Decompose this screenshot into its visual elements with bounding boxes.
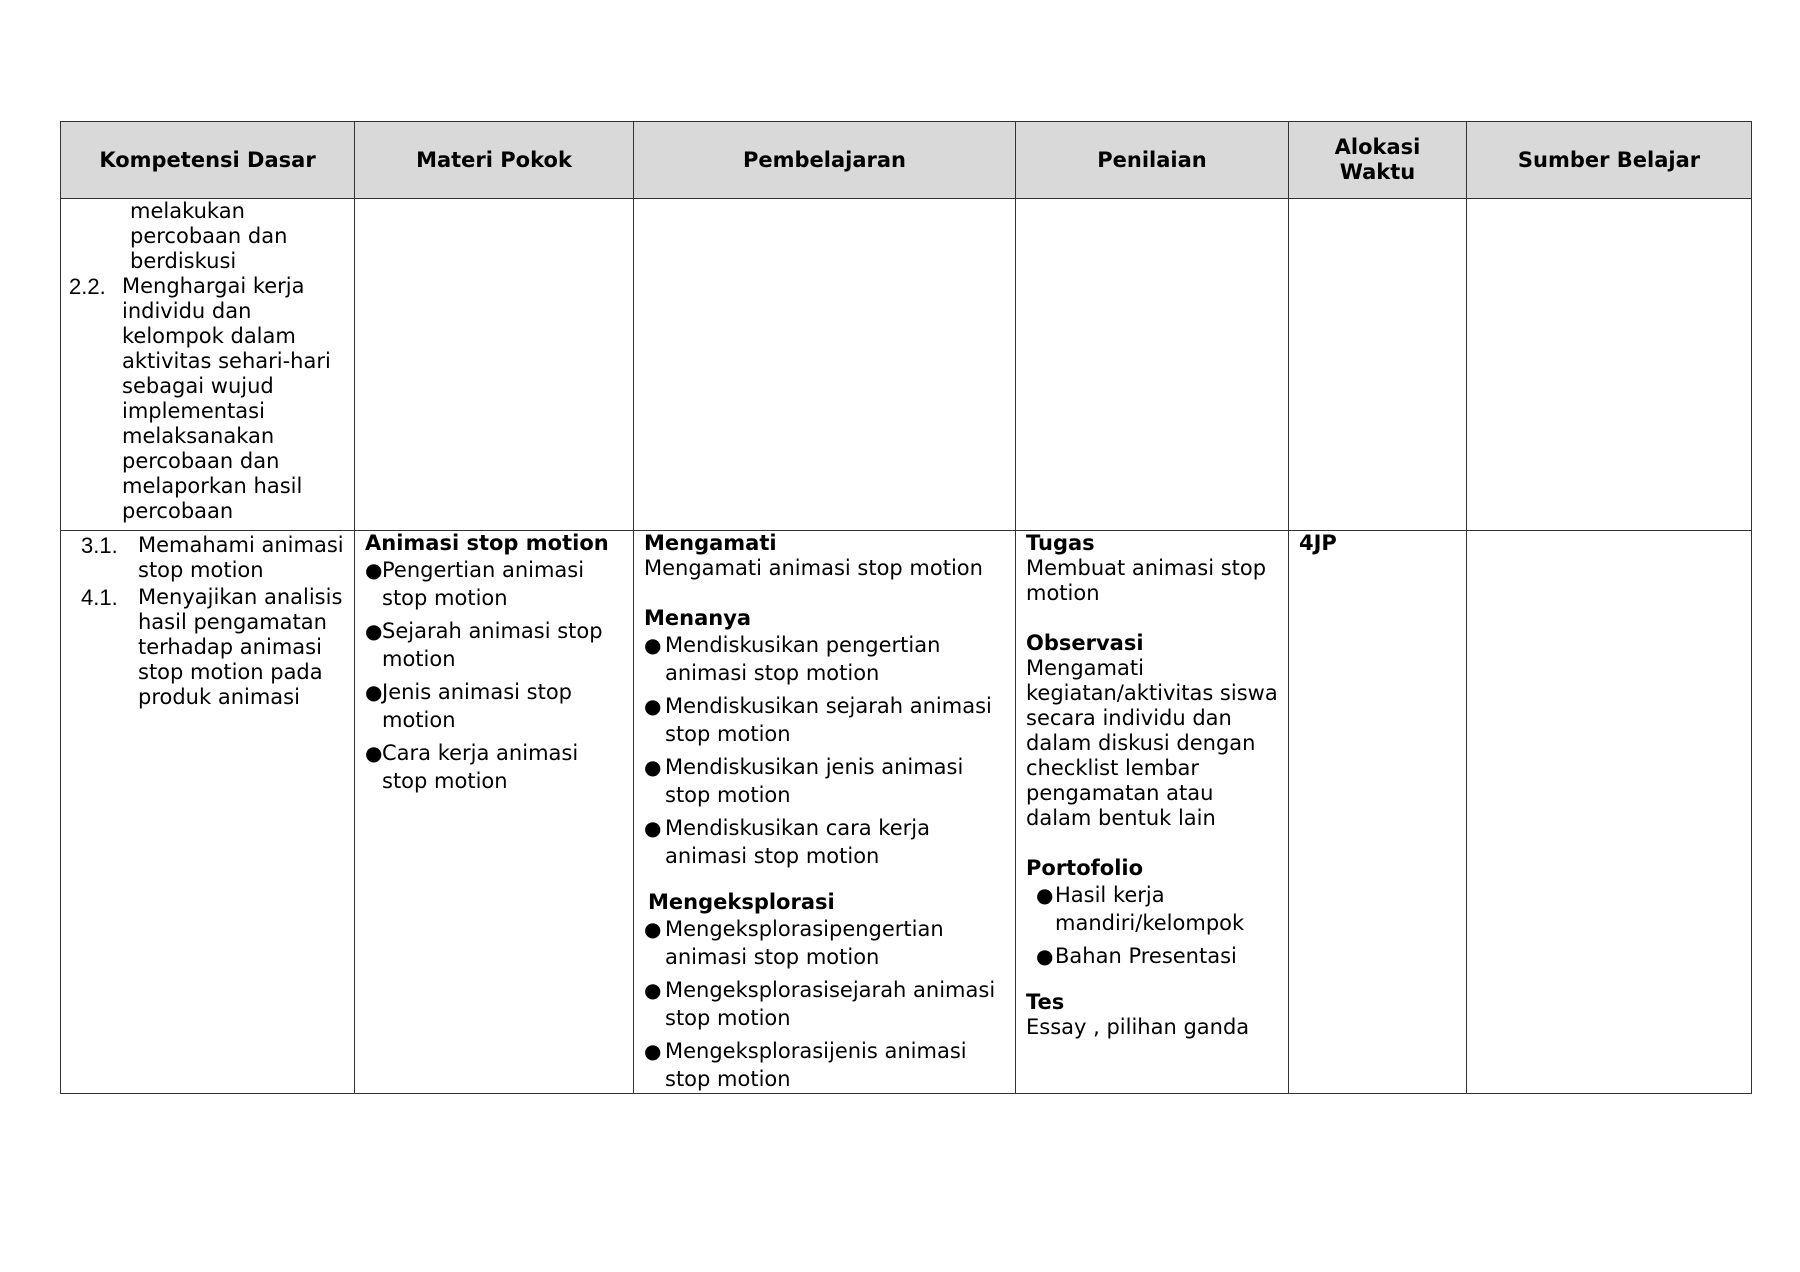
list-item: ● Cara kerja animasi stop motion: [365, 741, 579, 793]
penilaian-cell: [1016, 531, 1289, 1094]
syllabus-table-wrapper: [60, 121, 1751, 1094]
sumber-belajar-cell: [1467, 199, 1752, 531]
header-kompetensi-dasar: Kompetensi Dasar: [61, 122, 355, 199]
portofolio-title: Portofolio: [1026, 856, 1144, 880]
portofolio-list: [1026, 881, 1278, 970]
kd-item: [69, 585, 346, 710]
list-item: ● Bahan Presentasi: [1036, 944, 1237, 968]
kd-item: [69, 274, 346, 524]
kd-cell: [61, 199, 355, 531]
kd-number: 3.1.: [81, 533, 118, 558]
materi-pokok-title: Animasi stop motion: [365, 531, 609, 555]
kd-continuation-text: melakukan percobaan dan berdiskusi: [130, 199, 288, 273]
sumber-belajar-cell: [1467, 531, 1752, 1094]
mengamati-text: Mengamati animasi stop motion: [644, 556, 983, 580]
materi-pokok-list: [365, 556, 623, 795]
kd-cell: [61, 531, 355, 1094]
list-item: ● Pengertian animasi stop motion: [365, 558, 585, 610]
list-item: ● Hasil kerja mandiri/kelompok: [1036, 883, 1245, 935]
alokasi-waktu-value: 4JP: [1299, 531, 1337, 555]
list-item: ● Mendiskusikan cara kerja animasi stop motion: [644, 816, 930, 868]
kd-text: Menghargai kerja individu dan kelompok dalam aktivitas sehari-hari sebagai wujud implementasi melaksanakan percobaan dan melaporkan hasil percobaan: [122, 274, 331, 523]
bullet-icon: ●: [644, 978, 662, 1002]
bullet-icon: ●: [365, 619, 383, 643]
bullet-icon: ●: [1036, 883, 1054, 907]
materi-pokok-cell: [355, 531, 634, 1094]
bullet-icon: ●: [1036, 944, 1054, 968]
tugas-title: Tugas: [1026, 531, 1095, 555]
list-item: ● Mengeksplorasijenis animasi stop motion: [644, 1039, 967, 1091]
alokasi-waktu-cell: [1289, 199, 1467, 531]
observasi-text: Mengamati kegiatan/aktivitas siswa secara individu dan dalam diskusi dengan checklist lembar pengamatan atau dalam bentuk lain: [1026, 656, 1278, 830]
table-row: [61, 199, 1752, 531]
bullet-icon: ●: [365, 680, 383, 704]
mengeksplorasi-title: Mengeksplorasi: [648, 890, 835, 914]
header-alokasi-waktu: Alokasi Waktu: [1289, 122, 1467, 199]
bullet-icon: ●: [644, 633, 662, 657]
list-item: ● Jenis animasi stop motion: [365, 680, 573, 732]
bullet-icon: ●: [365, 558, 383, 582]
mengeksplorasi-list: [644, 915, 1005, 1093]
list-item: ● Mengeksplorasipengertian animasi stop motion: [644, 917, 944, 969]
list-item: ● Mendiskusikan pengertian animasi stop motion: [644, 633, 941, 685]
bullet-icon: ●: [644, 917, 662, 941]
tes-text: Essay , pilihan ganda: [1026, 1015, 1250, 1039]
kd-number: 4.1.: [81, 585, 118, 610]
menanya-list: [644, 631, 1005, 870]
header-pembelajaran: Pembelajaran: [634, 122, 1016, 199]
list-item: ● Sejarah animasi stop motion: [365, 619, 603, 671]
kd-item: [69, 533, 346, 583]
kd-list: [61, 199, 354, 524]
list-item: ● Mendiskusikan jenis animasi stop motion: [644, 755, 964, 807]
pembelajaran-cell: [634, 531, 1016, 1094]
observasi-title: Observasi: [1026, 631, 1144, 655]
penilaian-cell: [1016, 199, 1289, 531]
bullet-icon: ●: [365, 741, 383, 765]
bullet-icon: ●: [644, 694, 662, 718]
pembelajaran-cell: [634, 199, 1016, 531]
mengamati-title: Mengamati: [644, 531, 777, 555]
tes-title: Tes: [1026, 990, 1065, 1014]
table-row: [61, 531, 1752, 1094]
kd-number: 2.2.: [69, 274, 106, 299]
syllabus-table: [60, 121, 1752, 1094]
header-penilaian: Penilaian: [1016, 122, 1289, 199]
bullet-icon: ●: [644, 816, 662, 840]
bullet-icon: ●: [644, 755, 662, 779]
materi-pokok-cell: [355, 199, 634, 531]
kd-list: [61, 531, 354, 710]
header-sumber-belajar: Sumber Belajar: [1467, 122, 1752, 199]
kd-text: Menyajikan analisis hasil pengamatan terhadap animasi stop motion pada produk animasi: [138, 585, 343, 709]
list-item: ● Mendiskusikan sejarah animasi stop motion: [644, 694, 992, 746]
header-materi-pokok: Materi Pokok: [355, 122, 634, 199]
kd-text: Memahami animasi stop motion: [138, 533, 344, 582]
bullet-icon: ●: [644, 1039, 662, 1063]
tugas-text: Membuat animasi stop motion: [1026, 556, 1267, 605]
header-row: [61, 122, 1752, 199]
alokasi-waktu-cell: [1289, 531, 1467, 1094]
list-item: ● Mengeksplorasisejarah animasi stop motion: [644, 978, 996, 1030]
menanya-title: Menanya: [644, 606, 752, 630]
